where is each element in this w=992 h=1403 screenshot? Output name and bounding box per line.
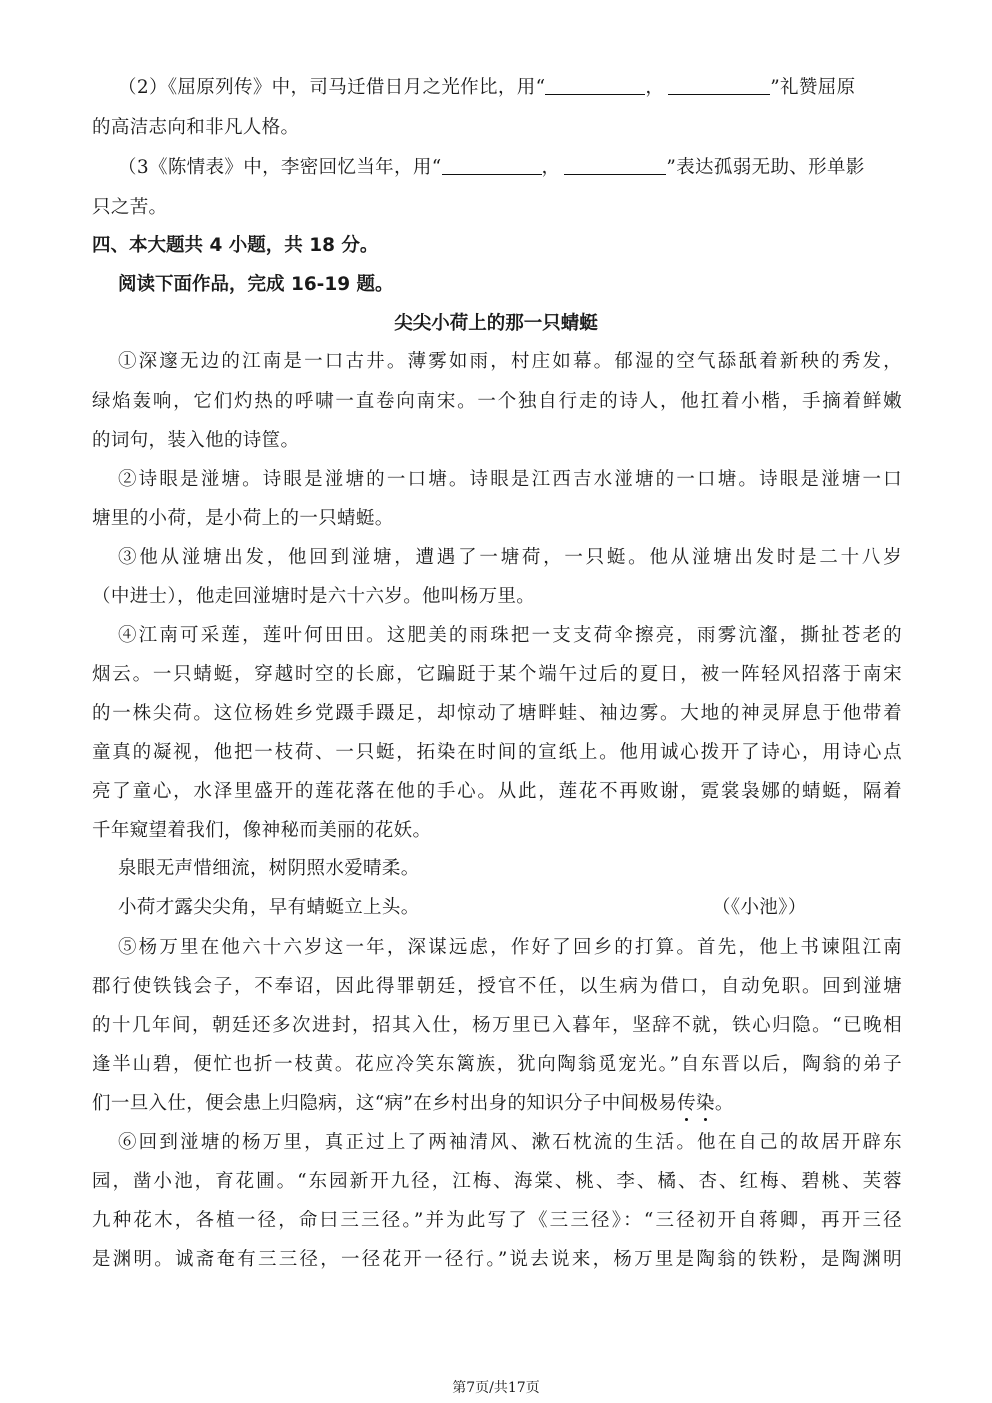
paragraph-4-line: 烟云。一只蜻蜓，穿越时空的长廊，它蹁跹于某个端午过后的夏日，被一阵轻风招落于南宋 (92, 664, 902, 685)
question-3-suffix: ”表达孤弱无助、形单影 (666, 157, 865, 178)
paragraph-5-line (92, 1091, 902, 1117)
answer-blank (442, 156, 542, 175)
paragraph-4-line: 童真的凝视，他把一枝荷、一只蜓，拓染在时间的宣纸上。他用诚心拨开了诗心，用诗心点 (92, 742, 902, 763)
paragraph-1-line: 绿焰轰响，它们灼热的呼啸一直卷向南宋。一个独自行走的诗人，他扛着小楷，手摘着鲜嫩 (92, 391, 902, 412)
paragraph-5-line: ⑤杨万里在他六十六岁这一年，深谋远虑，作好了回乡的打算。首先，他上书谏阻江南 (118, 937, 902, 958)
paragraph-3-line: ③他从湴塘出发，他回到湴塘，遭遇了一塘荷，一只蜓。他从湴塘出发时是二十八岁 (118, 547, 902, 568)
paragraph-5-line: 的十几年间，朝廷还多次进封，招其入仕，杨万里已入暮年，坚辞不就，铁心归隐。“已晚相 (92, 1015, 902, 1036)
paragraph-2-line: ②诗眼是湴塘。诗眼是湴塘的一口塘。诗眼是江西吉水湴塘的一口塘。诗眼是湴塘一口 (118, 469, 902, 490)
paragraph-6-line: 是渊明。诚斋奄有三三径，一径花开一径行。”说去说来，杨万里是陶翁的铁粉，是陶渊明 (92, 1249, 902, 1270)
paragraph-4-line: 亮了童心，水泽里盛开的莲花落在他的手心。从此，莲花不再败谢，霓裳袅娜的蜻蜓，隔着 (92, 781, 902, 802)
paragraph-5-line: 郡行使铁钱会子，不奉诏，因此得罪朝廷，授官不任，以生病为借口，自动免职。回到湴塘 (92, 976, 902, 997)
poem-line-1: 泉眼无声惜细流，树阴照水爱晴柔。 (118, 858, 420, 879)
question-2-line-2: 的高洁志向和非凡人格。 (92, 117, 300, 138)
question-2-suffix: ”礼赞屈原 (770, 77, 856, 98)
paragraph-3-line: （中进士），他走回湴塘时是六十六岁。他叫杨万里。 (92, 586, 536, 607)
section-heading: 四、本大题共 4 小题，共 18 分。 (92, 235, 379, 256)
question-3-line-2: 只之苦。 (92, 197, 168, 218)
section-instruction: 阅读下面作品，完成 16-19 题。 (118, 274, 394, 295)
paragraph-4-line: 千年窥望着我们，像神秘而美丽的花妖。 (92, 820, 432, 841)
poem-source: （《小池》） (712, 897, 807, 918)
paragraph-5-end: 。 (714, 1093, 734, 1114)
article-title: 尖尖小荷上的那一只蜻蜓 (394, 313, 598, 334)
paragraph-5-line: 逢半山碧，便忙也折一枝黄。花应冷笑东篱族，犹向陶翁觅宠光。”自东晋以后，陶翁的弟子 (92, 1054, 902, 1075)
emphasis-dot-char: 染 (695, 1093, 715, 1114)
emphasis-dot-char: 传 (677, 1093, 696, 1114)
paragraph-5-text: 们一旦入仕，便会患上归隐病，这“病”在乡村出身的知识分子中间极易 (92, 1093, 678, 1114)
paragraph-6-line: ⑥回到湴塘的杨万里，真正过上了两袖清风、漱石枕流的生活。他在自己的故居开辟东 (118, 1132, 902, 1153)
paragraph-6-line: 九种花木，各植一径，命曰三三径。”并为此写了《三三径》：“三径初开自蒋卿，再开三径 (92, 1210, 902, 1231)
answer-blank (564, 156, 666, 175)
paragraph-1-line: 的词句，装入他的诗筐。 (92, 430, 300, 451)
answer-blank (668, 76, 770, 95)
question-2-text: （2）《屈原列传》中，司马迁借日月之光作比，用“ (118, 77, 546, 98)
question-2-line-1 (118, 75, 902, 101)
paragraph-4-line: 的一株尖荷。这位杨姓乡党蹑手蹑足，却惊动了塘畔蛙、袖边雾。大地的神灵屏息于他带着 (92, 703, 902, 724)
paragraph-2-line: 塘里的小荷，是小荷上的一只蜻蜓。 (92, 508, 394, 529)
question-2-comma: ， (645, 77, 665, 98)
question-3-line-1 (118, 155, 902, 181)
paragraph-6-line: 园，凿小池，育花圃。“东园新开九径，江梅、海棠、桃、李、橘、杏、红梅、碧桃、芙蓉 (92, 1171, 902, 1192)
poem-line-2-text: 小荷才露尖尖角，早有蜻蜓立上头。 (118, 897, 420, 918)
page-number: 第7页/共17页 (452, 1380, 540, 1396)
question-3-text: （3《陈情表》中，李密回忆当年，用“ (118, 157, 442, 178)
paragraph-1-line: ①深邃无边的江南是一口古井。薄雾如雨，村庄如幕。郁湿的空气舔舐着新秧的秀发， (118, 351, 902, 372)
question-3-comma: ， (541, 157, 561, 178)
answer-blank (545, 76, 645, 95)
paragraph-4-line: ④江南可采莲，莲叶何田田。这肥美的雨珠把一支支荷伞擦亮，雨雾沆瀣，撕扯苍老的 (118, 625, 902, 646)
